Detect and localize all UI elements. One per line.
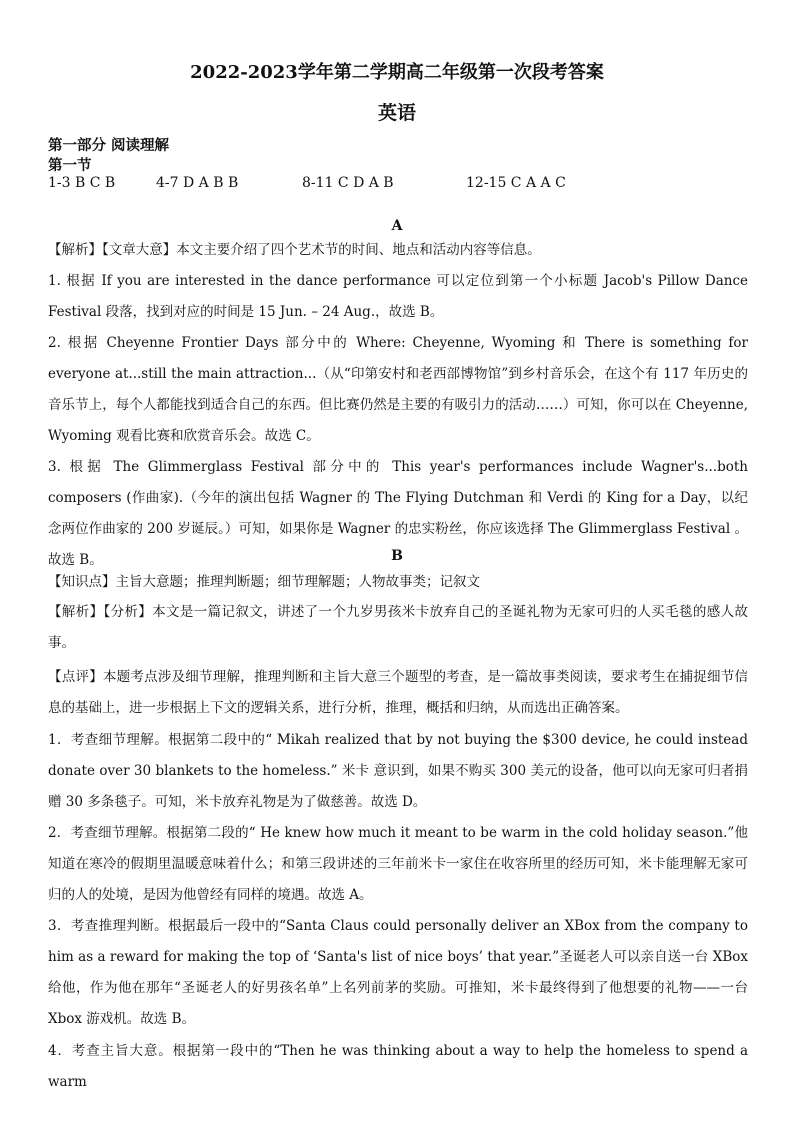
paragraph: 1．考查细节理解。根据第二段中的“ Mikah realized that by not buying the $300 device, he could instead donate over 30 blankets to the homeless.” 米卡 意识到，如果不购买 300 美元的设备，他可以向无家可归者捐赠 30 多条毯子。可知，米卡放弃礼物是为了做慈善。故选 D。: [48, 732, 748, 810]
paragraph: 1. 根据 If you are interested in the dance performance 可以定位到第一个小标题 Jacob's Pillow Dance Festival 段落，找到对应的时间是 15 Jun. – 24 Aug.，故选 B。: [48, 273, 748, 320]
paragraph: 4．考查主旨大意。根据第一段中的“Then he was thinking about a way to help the homeless to spend a warm: [48, 1043, 748, 1090]
paragraph: 【知识点】主旨大意题；推理判断题；细节理解题；人物故事类；记叙文: [48, 574, 480, 590]
passage-label: A: [391, 218, 403, 234]
subject-title: 英语: [377, 102, 416, 124]
passage-label: B: [391, 548, 403, 564]
paragraph: 3. 根据 The Glimmerglass Festival 部分中的 This year's performances include Wagner's...both composers (作曲家).（今年的演出包括 Wagner 的 The Flying Dutchman 和 Verdi 的 King for a Day，以纪念两位作曲家的 200 岁诞辰。）可知，如果你是 Wagner 的忠实粉丝，你应该选择 The Glimmerglass Festival 。故选 B。: [48, 459, 748, 568]
part-heading: 第一部分 阅读理解: [48, 137, 170, 154]
paragraph: 3．考查推理判断。根据最后一段中的“Santa Claus could personally deliver an XBox from the company to him as a reward for making the top of ‘Santa's list of nice boys’ that year.”圣诞老人可以亲自送一台 XBox 给他，作为他在那年“圣诞老人的好男孩名单”上名列前茅的奖励。可推知，米卡最终得到了他想要的礼物——一台 Xbox 游戏机。故选 B。: [48, 918, 748, 1027]
section-heading: 第一节: [48, 157, 92, 174]
page-title: 2022-2023学年第二学期高二年级第一次段考答案: [190, 62, 604, 83]
answer-group: 12-15 C A A C: [466, 175, 566, 191]
paragraph: 2．考查细节理解。根据第二段的“ He knew how much it meant to be warm in the cold holiday season.”他知道在寒冷的假期里温暖意味着什么；和第三段讲述的三年前米卡一家住在收容所里的经历可知，米卡能理解无家可归的人的处境，是因为他曾经有同样的境遇。故选 A。: [48, 825, 748, 903]
answer-group: 1-3 B C B: [48, 175, 116, 191]
paragraph: 【解析】【分析】本文是一篇记叙文，讲述了一个九岁男孩米卡放弃自己的圣诞礼物为无家可归的人买毛毯的感人故事。: [48, 604, 748, 651]
paragraph: 2. 根据 Cheyenne Frontier Days 部分中的 Where: Cheyenne, Wyoming 和 There is something for everyone at...still the main attraction...（从“印第安村和老西部博物馆”到乡村音乐会，在这个有 117 年历史的音乐节上，每个人都能找到适合自己的东西。但比赛仍然是主要的有吸引力的活动……）可知，你可以在 Cheyenne, Wyoming 观看比赛和欣赏音乐会。故选 C。: [48, 335, 748, 444]
answer-group: 4-7 D A B B: [156, 175, 239, 191]
answer-group: 8-11 C D A B: [302, 175, 394, 191]
paragraph: 【解析】【文章大意】本文主要介绍了四个艺术节的时间、地点和活动内容等信息。: [48, 242, 541, 258]
paragraph: 【点评】本题考点涉及细节理解，推理判断和主旨大意三个题型的考查，是一篇故事类阅读，要求考生在捕捉细节信息的基础上，进一步根据上下文的逻辑关系，进行分析，推理，概括和归纳，从而选出正确答案。: [48, 669, 748, 716]
